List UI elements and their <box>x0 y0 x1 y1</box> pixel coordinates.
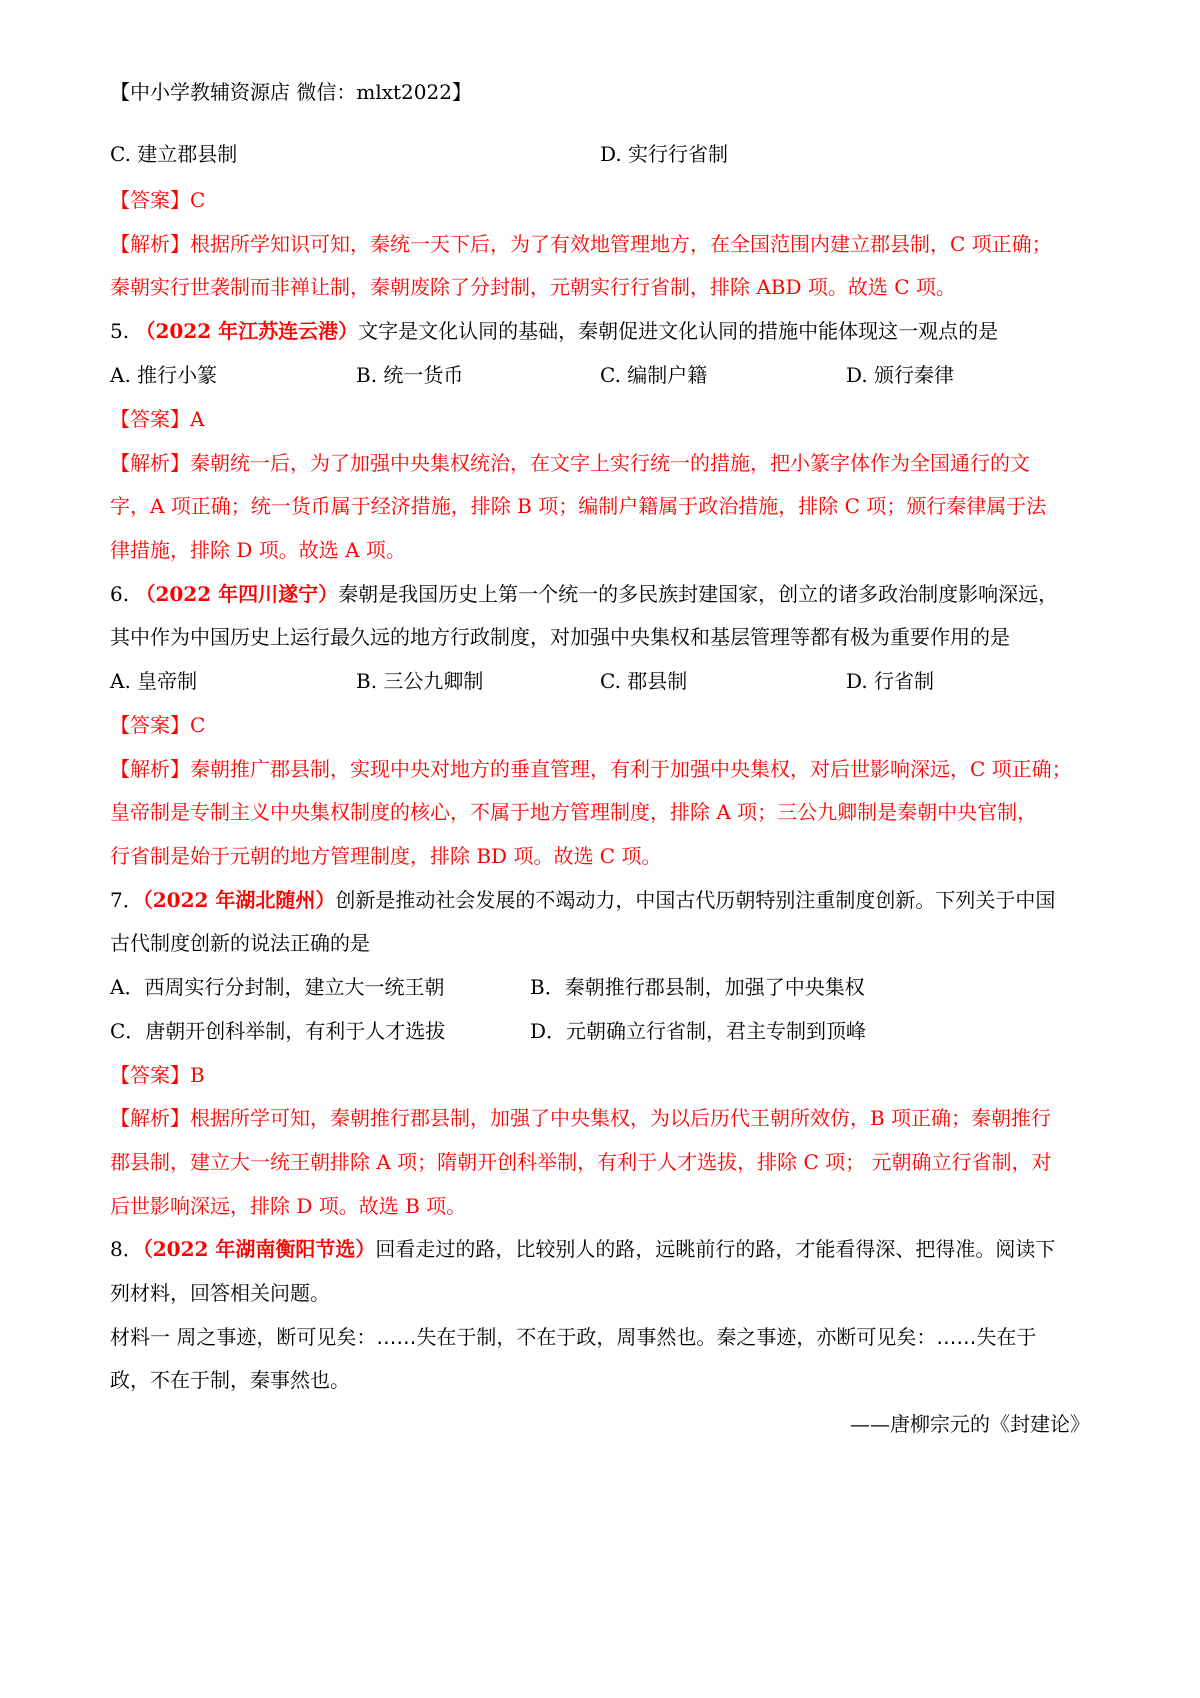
q8-stem-line-1 <box>110 1235 1100 1263</box>
q7-stem-text-1: 创新是推动社会发展的不竭动力，中国古代历朝特别注重制度创新。下列关于中国 <box>335 888 1056 912</box>
q7-analysis-line-2: 郡县制，建立大一统王朝排除 A 项；隋朝开创科举制，有利于人才选拔，排除 C 项； 元朝确立行省制，对 <box>110 1150 1052 1174</box>
q5-option-c: C. 编制户籍 <box>600 363 708 387</box>
q7-source: （2022 年湖北随州） <box>142 888 336 912</box>
q8-stem-line-2: 列材料，回答相关问题。 <box>110 1281 330 1305</box>
q7-analysis-line-3: 后世影响深远，排除 D 项。故选 B 项。 <box>110 1194 467 1218</box>
q5-option-a: A. 推行小篆 <box>110 363 218 387</box>
q6-analysis-line-1: 【解析】秦朝推广郡县制，实现中央对地方的垂直管理，有利于加强中央集权，对后世影响深远，C 项正确； <box>110 757 1072 781</box>
q5-analysis-line-3: 律措施，排除 D 项。故选 A 项。 <box>110 538 406 562</box>
q7-option-d: D．元朝确立行省制，君主专制到顶峰 <box>530 1019 867 1043</box>
q6-stem-text-1: 秦朝是我国历史上第一个统一的多民族封建国家，创立的诸多政治制度影响深远， <box>338 582 1059 606</box>
q5-source: （2022 年江苏连云港） <box>135 319 359 343</box>
q5-stem-text: 文字是文化认同的基础，秦朝促进文化认同的措施中能体现这一观点的是 <box>358 319 999 343</box>
q5-answer: 【答案】A <box>110 407 205 431</box>
q4-answer: 【答案】C <box>110 188 206 212</box>
q7-analysis-line-1: 【解析】根据所学可知，秦朝推行郡县制，加强了中央集权，为以后历代王朝所效仿，B 项正确；秦朝推行 <box>110 1106 1052 1130</box>
q8-source: （2022 年湖南衡阳节选） <box>142 1237 376 1261</box>
q7-option-b: B．秦朝推行郡县制，加强了中央集权 <box>530 975 865 999</box>
q7-number: 7． <box>110 888 143 912</box>
q5-analysis-line-2: 字，A 项正确；统一货币属于经济措施，排除 B 项；编制户籍属于政治措施，排除 C 项；颁行秦律属于法 <box>110 494 1047 518</box>
q7-option-a: A．西周实行分封制，建立大一统王朝 <box>110 975 445 999</box>
q5-stem <box>110 317 1100 345</box>
q6-option-d: D. 行省制 <box>846 669 935 693</box>
q8-citation: ——唐柳宗元的《封建论》 <box>850 1412 1090 1436</box>
q4-analysis-line-2: 秦朝实行世袭制而非禅让制，秦朝废除了分封制，元朝实行行省制，排除 ABD 项。故选 C 项。 <box>110 275 956 299</box>
q6-option-a: A. 皇帝制 <box>110 669 198 693</box>
q8-number: 8． <box>110 1237 143 1261</box>
q6-option-c: C. 郡县制 <box>600 669 688 693</box>
q6-analysis-line-3: 行省制是始于元朝的地方管理制度，排除 BD 项。故选 C 项。 <box>110 844 662 868</box>
q5-analysis-line-1: 【解析】秦朝统一后，为了加强中央集权统治，在文字上实行统一的措施，把小篆字体作为全国通行的文 <box>110 451 1030 475</box>
q4-analysis-line-1: 【解析】根据所学知识可知，秦统一天下后，为了有效地管理地方，在全国范围内建立郡县制，C 项正确； <box>110 232 1052 256</box>
q6-option-b: B. 三公九卿制 <box>356 669 484 693</box>
q5-option-d: D. 颁行秦律 <box>846 363 955 387</box>
q7-answer: 【答案】B <box>110 1063 205 1087</box>
q6-analysis-line-2: 皇帝制是专制主义中央集权制度的核心，不属于地方管理制度，排除 A 项；三公九卿制是秦朝中央官制， <box>110 800 1038 824</box>
q4-option-c: C. 建立郡县制 <box>110 142 238 166</box>
q8-material-line-1: 材料一 周之事迹，断可见矣：……失在于制，不在于政，周事然也。秦之事迹，亦断可见矣：……失在于 <box>110 1325 1037 1349</box>
q8-material-line-2: 政，不在于制，秦事然也。 <box>110 1368 350 1392</box>
q6-number: 6. <box>110 582 136 606</box>
q6-stem-line-2: 其中作为中国历史上运行最久远的地方行政制度，对加强中央集权和基层管理等都有极为重要作用的是 <box>110 625 1010 649</box>
q4-option-d: D. 实行行省制 <box>600 142 729 166</box>
q5-option-b: B. 统一货币 <box>356 363 464 387</box>
q5-number: 5. <box>110 319 136 343</box>
q8-stem-text-1: 回看走过的路，比较别人的路，远眺前行的路，才能看得深、把得准。阅读下 <box>375 1237 1056 1261</box>
q6-source: （2022 年四川遂宁） <box>135 582 339 606</box>
q7-stem-line-2: 古代制度创新的说法正确的是 <box>110 931 370 955</box>
q6-answer: 【答案】C <box>110 713 206 737</box>
q7-option-c: C．唐朝开创科举制，有利于人才选拔 <box>110 1019 446 1043</box>
header-watermark: 【中小学教辅资源店 微信：mlxt2022】 <box>110 80 472 104</box>
q7-stem-line-1 <box>110 886 1100 914</box>
q6-stem-line-1 <box>110 580 1100 608</box>
